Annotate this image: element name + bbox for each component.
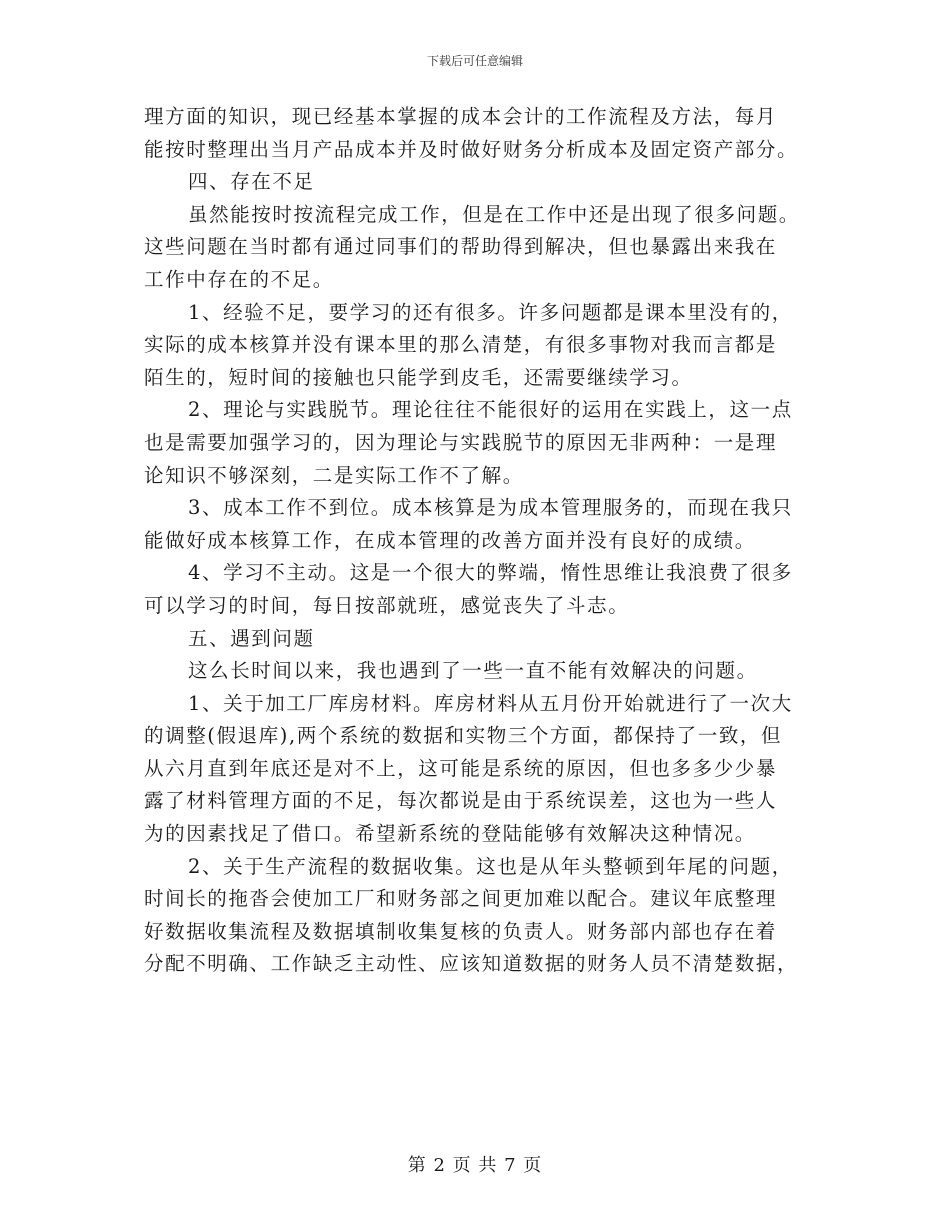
text-line: 露了材料管理方面的不足，每次都说是由于系统误差，这也为一些人 bbox=[144, 789, 778, 813]
text-line: 虽然能按时按流程完成工作，但是在工作中还是出现了很多问题。 bbox=[188, 202, 800, 226]
text-line: 论知识不够深刻，二是实际工作不了解。 bbox=[144, 463, 524, 487]
text-line: 好数据收集流程及数据填制收集复核的负责人。财务部内部也存在着 bbox=[144, 919, 778, 943]
paragraph bbox=[144, 851, 810, 884]
text-line: 2、理论与实践脱节。理论往往不能很好的运用在实践上，这一点 bbox=[188, 398, 793, 422]
paragraph bbox=[144, 101, 810, 166]
paragraph-continuation bbox=[144, 231, 810, 296]
text-line: 从六月直到年底还是对不上，这可能是系统的原因，但也多多少少暴 bbox=[144, 756, 778, 780]
text-line: 能做好成本核算工作，在成本管理的改善方面并没有良好的成绩。 bbox=[144, 528, 756, 552]
text-line: 工作中存在的不足。 bbox=[144, 267, 334, 291]
paragraph-continuation bbox=[144, 329, 810, 394]
paragraph bbox=[144, 688, 810, 721]
text-line: 这些问题在当时都有通过同事们的帮助得到解决，但也暴露出来我在 bbox=[144, 235, 778, 259]
paragraph bbox=[144, 655, 810, 688]
paragraph bbox=[144, 297, 810, 330]
text-line: 为的因素找足了借口。希望新系统的登陆能够有效解决这种情况。 bbox=[144, 822, 756, 846]
paragraph bbox=[144, 492, 810, 525]
text-line: 的调整(假退库),两个系统的数据和实物三个方面，都保持了一致，但 bbox=[144, 724, 783, 748]
text-line: 能按时整理出当月产品成本并及时做好财务分析成本及固定资产部分。 bbox=[144, 137, 799, 161]
paragraph-continuation bbox=[144, 590, 810, 623]
text-line: 可以学习的时间，每日按部就班，感觉丧失了斗志。 bbox=[144, 593, 630, 617]
page-number: 第 2 页 共 7 页 bbox=[407, 1155, 543, 1176]
paragraph bbox=[144, 394, 810, 427]
paragraph bbox=[144, 557, 810, 590]
paragraph-continuation bbox=[144, 720, 810, 850]
text-line: 理方面的知识，现已经基本掌握的成本会计的工作流程及方法，每月 bbox=[144, 105, 778, 128]
text-line: 1、关于加工厂库房材料。库房材料从五月份开始就进行了一次大 bbox=[188, 691, 793, 715]
document-body bbox=[144, 101, 810, 981]
text-line: 1、经验不足，要学习的还有很多。许多问题都是课本里没有的， bbox=[188, 300, 793, 324]
text-line: 时间长的拖沓会使加工厂和财务部之间更加难以配合。建议年底整理 bbox=[144, 887, 778, 911]
paragraph-continuation bbox=[144, 525, 810, 558]
header-note: 下载后可任意编辑 bbox=[426, 54, 523, 68]
text-line: 五、遇到问题 bbox=[188, 626, 315, 650]
paragraph-continuation bbox=[144, 883, 810, 981]
text-line: 也是需要加强学习的，因为理论与实践脱节的原因无非两种：一是理 bbox=[144, 430, 778, 454]
text-line: 四、存在不足 bbox=[188, 170, 315, 194]
text-line: 陌生的，短时间的接触也只能学到皮毛，还需要继续学习。 bbox=[144, 365, 693, 389]
paragraph-continuation bbox=[144, 427, 810, 492]
text-line: 实际的成本核算并没有课本里的那么清楚，有很多事物对我而言都是 bbox=[144, 333, 778, 357]
section-heading bbox=[144, 166, 810, 199]
text-line: 这么长时间以来，我也遇到了一些一直不能有效解决的问题。 bbox=[188, 659, 758, 683]
section-heading bbox=[144, 623, 810, 656]
paragraph bbox=[144, 199, 810, 232]
text-line: 4、学习不主动。这是一个很大的弊端，惰性思维让我浪费了很多 bbox=[188, 561, 793, 585]
text-line: 分配不明确、工作缺乏主动性、应该知道数据的财务人员不清楚数据， bbox=[144, 952, 799, 976]
text-line: 3、成本工作不到位。成本核算是为成本管理服务的，而现在我只 bbox=[188, 496, 793, 520]
text-line: 2、关于生产流程的数据收集。这也是从年头整顿到年尾的问题， bbox=[188, 854, 793, 878]
